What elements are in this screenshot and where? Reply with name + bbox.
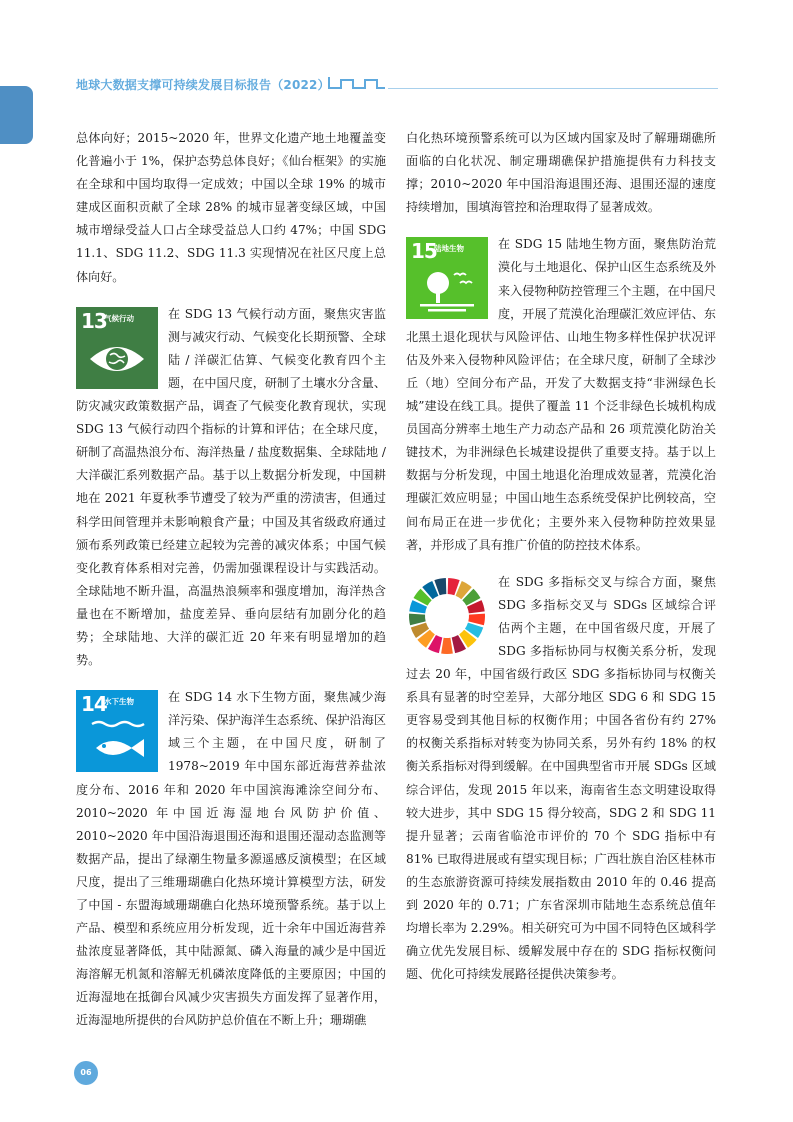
sdg-wheel-segment <box>441 637 453 653</box>
fish-icon <box>76 690 158 772</box>
sdg14-number: 14 <box>81 692 107 717</box>
header-decoration-icon <box>327 75 387 91</box>
header-rule <box>388 88 718 89</box>
sdg-wheel-segment <box>468 613 485 625</box>
paragraph-intro: 总体向好；2015~2020 年，世界文化遗产地土地覆盖变化普遍小于 1%，保护态势总体良好；《仙台框架》的实施在全球和中国均取得一定成效；中国以全球 19% 的城市建成区面积贡献了全球 28% 的城市显著变绿区域，中国城市增绿受益人口占全球受益总人口约 47%；中国 SDG 11.1、SDG 11.2、SDG 11.3 实现情况在社区尺度上总体向好。 <box>76 131 386 284</box>
paragraph-sdg14-continued: 白化热环境预警系统可以为区域内国家及时了解珊瑚礁所面临的白化状况、制定珊瑚礁保护措施提供有力科技支撑；2010~2020 年中国沿海退围还海、退围还湿的速度持续增加，围填海管控和治理取得了显著成效。 <box>406 131 716 215</box>
paragraph-sdg14: 在 SDG 14 水下生物方面，聚焦减少海洋污染、保护海洋生态系统、保护沿海区域三个主题，在中国尺度，研制了 1978~2019 年中国东部近海营养盐浓度分布、2016 年和 2020 年中国滨海滩涂空间分布、2010~2020 年中国近海湿地台风防护价值、2010~2020 年中国沿海退围还海和退围还湿动态监测等数据产品，提出了绿潮生物量多源遥感反演模型；在区域尺度，提出了三维珊瑚礁白化热环境计算模型方法，研发了中国 - 东盟海域珊瑚礁白化热环境预警系统。基于以上产品、模型和系统应用分析发现，近十余年中国近海营养盐浓度显著降低，其中陆源氮、磷入海量的减少是中国近海溶解无机氮和溶解无机磷浓度降低的主要原因；中国的近海湿地在抵御台风减少灾害损失方面发挥了显著作用，近海湿地所提供的台风防护总价值在不断上升；珊瑚礁 <box>76 690 386 1028</box>
left-column <box>76 127 386 1033</box>
sdg-wheel-icon <box>406 575 488 657</box>
page-number: 06 <box>74 1061 98 1085</box>
sdg13-number: 13 <box>81 308 107 333</box>
sdg14-life-below-water-icon <box>76 690 158 772</box>
side-tab <box>0 86 33 144</box>
sdg13-label: 气候行动 <box>104 313 134 323</box>
right-column <box>406 127 716 986</box>
paragraph-sdg13: 在 SDG 13 气候行动方面，聚焦灾害监测与减灾行动、气候变化长期预警、全球陆 / 洋碳汇估算、气候变化教育四个主题，在中国尺度，研制了土壤水分含量、防灾减灾政策数据产品，调查了气候变化教育现状，实现 SDG 13 气候行动四个指标的计算和评估；在全球尺度，研制了高温热浪分布、海洋热量 / 盐度数据集、全球陆地 / 大洋碳汇系列数据产品。基于以上数据分析发现，中国耕地在 2021 年夏秋季节遭受了较为严重的涝渍害，但通过科学田间管理并未影响粮食产量；中国及其省级政府通过颁布系列政策已经建立起较为完善的减灾体系；中国气候变化教育体系相对完善，仍需加强课程设计与实践活动。全球陆地不断升温，高温热浪频率和强度增加，海洋热含量也在不断增加，盐度差异、垂向层结有加剧分化的趋势；全球陆地、大洋的碳汇近 20 年来有明显增加的趋势。 <box>76 306 386 668</box>
sdg-wheel-segment <box>409 613 426 625</box>
paragraph-sdg15: 在 SDG 15 陆地生物方面，聚焦防治荒漠化与土地退化、保护山区生态系统及外来入侵物种防控管理三个主题，在中国尺度，开展了荒漠化治理碳汇效应评估、东北黑土退化现状与风险评估、山地生物多样性保护状况评估及外来入侵物种风险评估；在全球尺度，研制了全球沙丘（地）空间分布产品，开发了大数据支持“非洲绿色长城”建设在线工具。提供了覆盖 11 个泛非绿色长城机构成员国高分辨率土地生产力动态产品和 26 项荒漠化防治关键技术，为非洲绿色长城建设提供了重要支持。基于以上数据与分析发现，中国土地退化治理成效显著，荒漠化治理碳汇效应明显；中国山地生态系统受保护比例较高，空间布局正在进一步优化；主要外来入侵物种防控效果显著，并形成了具有推广价值的防控技术体系。 <box>406 237 716 552</box>
sdg14-label: 水下生物 <box>104 697 134 707</box>
sdg15-label: 陆地生物 <box>434 244 464 254</box>
sdg-wheel-graphic <box>406 575 488 657</box>
paragraph-multi-indicator: 在 SDG 多指标交叉与综合方面，聚焦 SDG 多指标交叉与 SDGs 区域综合评估两个主题，在中国省级尺度，开展了 SDG 多指标协同与权衡关系分析，发现过去 20 年，中国省级行政区 SDG 多指标协同与权衡关系具有显著的时空差异，大部分地区 SDG 6 和 SDG 15 更容易受到其他目标的权衡作用；中国各省份有约 27% 的权衡关系指标对转变为协同关系，另外有约 18% 的权衡关系指标对得到缓解。在中国典型省市开展 SDGs 区域综合评估，发现 2015 年以来，海南省生态文明建设取得较大进步，其中 SDG 15 得分较高，SDG 2 和 SDG 11 提升显著；云南省临沧市评价的 70 个 SDG 指标中有 81% 已取得进展或有望实现目标；广西壮族自治区桂林市的生态旅游资源可持续发展指数由 2010 年的 0.46 提高到 2020 年的 0.71；广东省深圳市陆地生态系统总值年均增长率为 2.29%。相关研究可为中国不同特色区域科学确立优先发展目标、缓解发展中存在的 SDG 指标权衡问题、优化可持续发展路径提供决策参考。 <box>406 574 716 982</box>
sdg15-life-on-land-icon <box>406 237 488 319</box>
eye-globe-icon <box>76 307 158 389</box>
tree-birds-icon <box>406 237 488 319</box>
sdg15-number: 15 <box>411 239 437 264</box>
sdg13-climate-action-icon <box>76 307 158 389</box>
header-title: 地球大数据支撑可持续发展目标报告（2022） <box>76 78 330 92</box>
